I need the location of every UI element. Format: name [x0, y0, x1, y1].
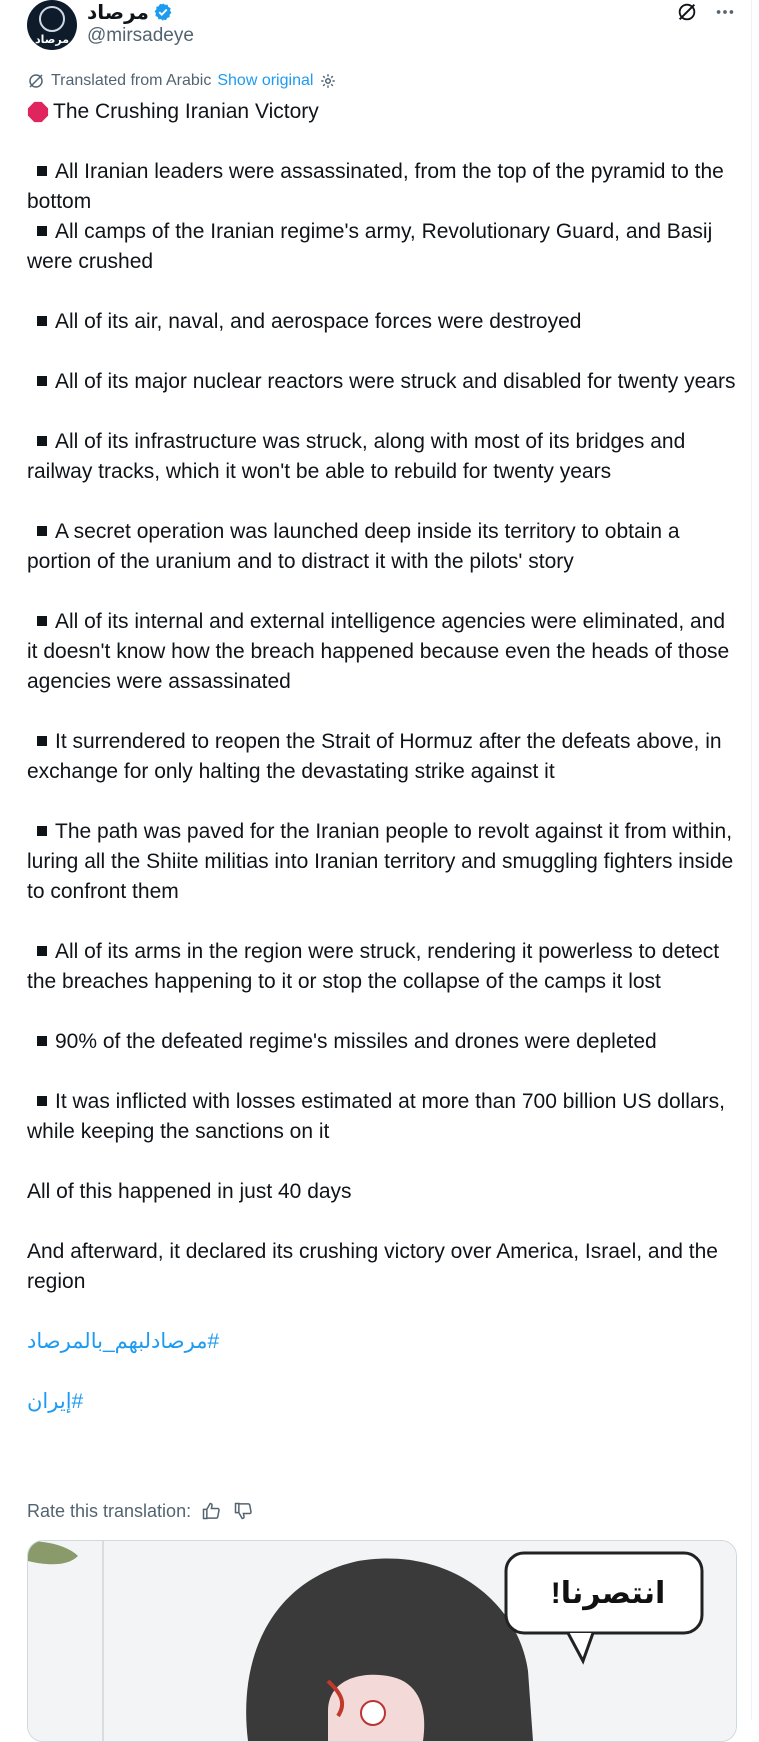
- spacer: [27, 1357, 737, 1387]
- stop-sign-icon: [27, 101, 49, 123]
- show-original-link[interactable]: Show original: [217, 72, 314, 89]
- square-bullet-icon: [37, 376, 47, 386]
- bullet-text: All Iranian leaders were assassinated, from the top of the pyramid to the bottom: [27, 160, 724, 213]
- thumbs-down-icon[interactable]: [231, 1499, 255, 1523]
- rate-translation-row: [27, 1497, 255, 1525]
- bullet-item: [27, 607, 737, 697]
- post-title: The Crushing Iranian Victory: [53, 100, 319, 123]
- bullet-item: [27, 817, 737, 907]
- verified-badge-icon: [153, 2, 173, 22]
- square-bullet-icon: [37, 616, 47, 626]
- hashtag-link[interactable]: #مرصادلبهم_بالمرصاد: [27, 1330, 220, 1353]
- spacer: [27, 697, 737, 727]
- rate-label: Rate this translation:: [27, 1500, 192, 1521]
- spacer: [27, 577, 737, 607]
- translation-notice: [27, 70, 343, 92]
- post-header: [27, 0, 737, 56]
- square-bullet-icon: [37, 316, 47, 326]
- bullet-item: [27, 157, 737, 217]
- square-bullet-icon: [37, 1096, 47, 1106]
- bullet-text: All of its internal and external intelligence agencies were eliminated, and it doesn't know how the breach happened because even the heads of those agencies were assassinated: [27, 610, 730, 693]
- hashtag-link[interactable]: #إيران: [27, 1390, 84, 1413]
- spacer: [27, 907, 737, 937]
- bullet-text: All of its arms in the region were struck, rendering it powerless to detect the breaches happening to it or stop the collapse of the camps it lost: [27, 940, 720, 993]
- spacer: [27, 1297, 737, 1327]
- thumbs-up-icon[interactable]: [199, 1499, 223, 1523]
- square-bullet-icon: [37, 736, 47, 746]
- more-options-icon[interactable]: [713, 0, 737, 24]
- bullet-item: [27, 1087, 737, 1147]
- bullet-text: All of its air, naval, and aerospace forces were destroyed: [55, 310, 582, 333]
- avatar-text: مرصاد: [34, 34, 70, 46]
- spacer: [27, 277, 737, 307]
- closing-line: And afterward, it declared its crushing victory over America, Israel, and the region: [27, 1240, 718, 1293]
- square-bullet-icon: [37, 166, 47, 176]
- post-title-line: [27, 97, 737, 127]
- bullet-item: [27, 217, 737, 277]
- bullet-item: [27, 307, 737, 337]
- post-media-image[interactable]: [27, 1540, 737, 1742]
- grok-icon[interactable]: [675, 0, 699, 24]
- author-handle[interactable]: @mirsadeye: [87, 25, 194, 46]
- spacer: [27, 337, 737, 367]
- post-text: [27, 97, 737, 1417]
- spacer: [27, 1147, 737, 1177]
- bullet-item: [27, 1027, 737, 1057]
- spacer: [27, 787, 737, 817]
- bullet-item: [27, 937, 737, 997]
- square-bullet-icon: [37, 1036, 47, 1046]
- bullet-text: It was inflicted with losses estimated at more than 700 billion US dollars, while keeping the sanctions on it: [27, 1090, 725, 1143]
- bullet-item: [27, 517, 737, 577]
- spacer: [27, 1207, 737, 1237]
- avatar-emblem-icon: [39, 6, 65, 32]
- avatar[interactable]: [27, 0, 77, 50]
- speech-bubble-text: انتصرنا!: [550, 1576, 666, 1610]
- spacer: [27, 487, 737, 517]
- square-bullet-icon: [37, 526, 47, 536]
- translation-label: Translated from Arabic: [51, 72, 212, 89]
- header-actions: [675, 0, 737, 24]
- bullet-item: [27, 727, 737, 787]
- bullet-text: All of its infrastructure was struck, along with most of its bridges and railway tracks, which it won't be able to rebuild for twenty years: [27, 430, 686, 483]
- square-bullet-icon: [37, 946, 47, 956]
- translate-icon: [27, 72, 45, 90]
- bullet-text: All of its major nuclear reactors were struck and disabled for twenty years: [55, 370, 736, 393]
- gear-icon[interactable]: [319, 72, 337, 90]
- spacer: [27, 997, 737, 1027]
- closing-line: All of this happened in just 40 days: [27, 1180, 352, 1203]
- bullet-item: [27, 427, 737, 487]
- spacer: [27, 397, 737, 427]
- bullet-item: [27, 367, 737, 397]
- author-display-name[interactable]: مرصاد: [87, 1, 149, 24]
- bullet-text: The path was paved for the Iranian people to revolt against it from within, luring all the Shiite militias into Iranian territory and smuggling fighters inside to confront them: [27, 820, 734, 903]
- spacer: [27, 127, 737, 157]
- spacer: [27, 1057, 737, 1087]
- bullet-text: A secret operation was launched deep inside its territory to obtain a portion of the uranium and to distract it with the pilots' story: [27, 520, 680, 573]
- author-name-row: [87, 0, 173, 24]
- bullet-text: All camps of the Iranian regime's army, Revolutionary Guard, and Basij were crushed: [27, 220, 713, 273]
- square-bullet-icon: [37, 436, 47, 446]
- square-bullet-icon: [37, 826, 47, 836]
- bullet-text: 90% of the defeated regime's missiles and drones were depleted: [55, 1030, 657, 1053]
- bullet-text: It surrendered to reopen the Strait of Hormuz after the defeats above, in exchange for only halting the devastating strike against it: [27, 730, 722, 783]
- square-bullet-icon: [37, 226, 47, 236]
